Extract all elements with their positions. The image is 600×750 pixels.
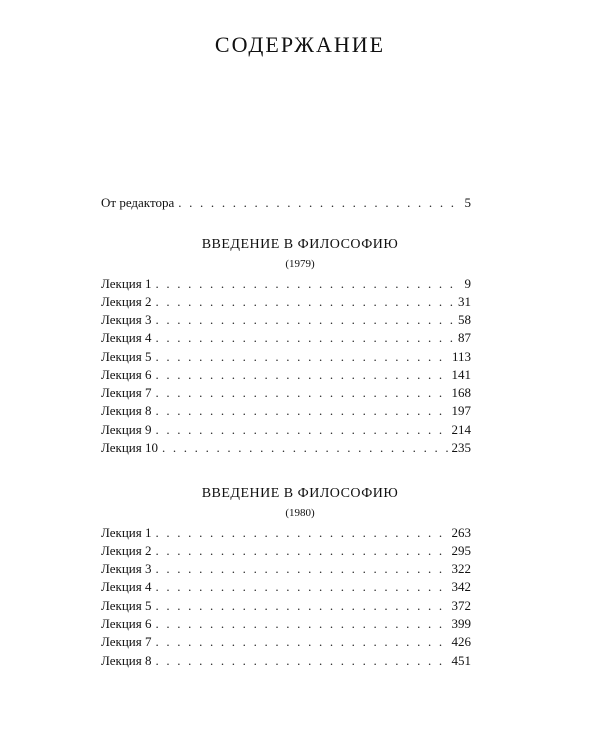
toc-entry-label: Лекция 3 [101,312,152,327]
toc-leader-dots [155,597,447,615]
toc-entry-label: Лекция 7 [101,385,152,400]
section-year-1979: (1979) [285,258,315,270]
toc-entry [101,311,471,329]
toc-leader-dots [155,293,454,311]
toc-entry-label: Лекция 5 [101,598,152,613]
toc-entry [101,293,471,311]
toc-entry-page: 372 [451,598,471,613]
toc-entry-page: 322 [451,561,471,576]
toc-entry-label: Лекция 6 [101,616,152,631]
toc-leader-dots [155,402,447,420]
toc-entry-label: Лекция 2 [101,294,152,309]
toc-entry [101,615,471,633]
toc-entry-page: 31 [458,294,471,309]
toc-entry [101,597,471,615]
section-heading-1980: ВВЕДЕНИЕ В ФИЛОСОФИЮ [201,486,399,501]
toc-entry-label: Лекция 2 [101,543,152,558]
toc-entry-label: Лекция 8 [101,653,152,668]
toc-entry-page: 5 [464,195,471,210]
section-heading-1979: ВВЕДЕНИЕ В ФИЛОСОФИЮ [201,237,399,252]
toc-entry [101,652,471,670]
toc-leader-dots [155,524,447,542]
toc-entry-label: Лекция 3 [101,561,152,576]
toc-entry-label: Лекция 4 [101,579,152,594]
toc-entry-label: Лекция 4 [101,330,152,345]
toc-leader-dots [155,560,447,578]
page-title: СОДЕРЖАНИЕ [214,32,386,57]
toc-entry [101,402,471,420]
toc-entry [101,366,471,384]
toc-entry [101,542,471,560]
toc-entry-page: 295 [451,543,471,558]
toc-entry-label: Лекция 9 [101,422,152,437]
toc-leader-dots [155,275,460,293]
toc-leader-dots [155,384,447,402]
toc-entry [101,524,471,542]
toc-leader-dots [155,652,447,670]
toc-entry-label: Лекция 8 [101,403,152,418]
toc-entry-label: Лекция 10 [101,440,158,455]
toc-entry-page: 263 [451,525,471,540]
toc-entry [101,348,471,366]
toc-entry [101,439,471,457]
toc-leader-dots [178,194,460,212]
toc-entry-page: 197 [451,403,471,418]
toc-leader-dots [155,311,454,329]
toc-leader-dots [155,348,448,366]
toc-entry-page: 214 [451,422,471,437]
toc-entry-page: 141 [451,367,471,382]
toc-entry-label: Лекция 7 [101,634,152,649]
toc-entry-label: Лекция 1 [101,525,152,540]
toc-entry-page: 342 [451,579,471,594]
toc-entry-page: 168 [451,385,471,400]
toc-leader-dots [155,578,447,596]
toc-entry-page: 451 [451,653,471,668]
toc-entry [101,275,471,293]
toc-entry-preface [101,194,471,212]
toc-entry-page: 87 [458,330,471,345]
toc-leader-dots [155,421,447,439]
toc-entry-label: Лекция 1 [101,276,152,291]
toc-entry [101,384,471,402]
toc-entry-page: 113 [451,349,471,364]
toc-entry-page: 399 [451,616,471,631]
toc-entry-page: 9 [464,276,471,291]
toc-entry-label: Лекция 6 [101,367,152,382]
toc-leader-dots [155,633,447,651]
toc-entry [101,329,471,347]
section-year-1980: (1980) [285,507,315,519]
toc-entry [101,633,471,651]
toc-entry-label: Лекция 5 [101,349,152,364]
toc-leader-dots [155,366,447,384]
toc-leader-dots [155,615,447,633]
toc-entry-page: 58 [458,312,471,327]
toc-entry [101,560,471,578]
toc-leader-dots [155,542,447,560]
toc-entry [101,421,471,439]
toc-entry-page: 235 [451,440,471,455]
toc-entry [101,578,471,596]
toc-leader-dots [155,329,454,347]
toc-leader-dots [162,439,448,457]
toc-entry-label: От редактора [101,195,175,210]
toc-entry-page: 426 [451,634,471,649]
